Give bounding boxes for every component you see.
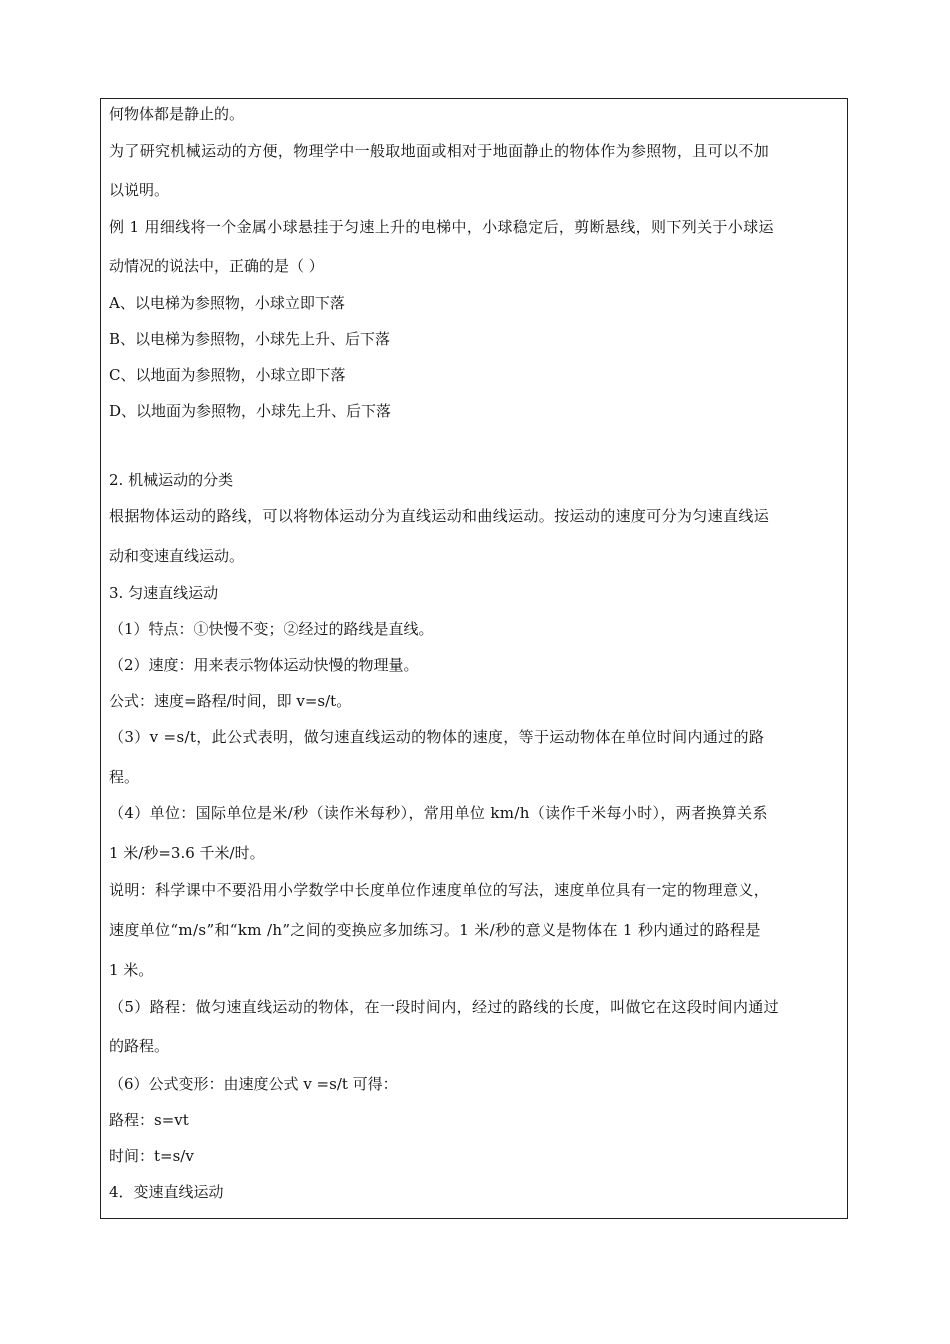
- option-a: A、以电梯为参照物，小球立即下落: [109, 294, 345, 312]
- formula-line: 时间：t=s/v: [109, 1147, 194, 1165]
- text-line: 1 米/秒=3.6 千米/时。: [109, 844, 265, 862]
- text-line: 根据物体运动的路线，可以将物体运动分为直线运动和曲线运动。按运动的速度可分为匀速直线运: [109, 507, 770, 525]
- text-line: 速度单位“m/s”和“km /h”之间的变换应多加练习。1 米/秒的意义是物体在 1 秒内通过的路程是: [109, 921, 761, 939]
- text-line: 以说明。: [109, 181, 170, 199]
- text-line: 程。: [109, 768, 140, 786]
- text-line: （4）单位：国际单位是米/秒（读作米每秒），常用单位 km/h（读作千米每小时），两者换算关系: [109, 804, 768, 822]
- text-line: 1 米。: [109, 961, 154, 979]
- section-heading: 3. 匀速直线运动: [109, 584, 219, 602]
- text-line: （1）特点：①快慢不变；②经过的路线是直线。: [109, 620, 434, 638]
- text-line: 说明：科学课中不要沿用小学数学中长度单位作速度单位的写法，速度单位具有一定的物理意义，: [109, 881, 770, 899]
- text-line: 为了研究机械运动的方便，物理学中一般取地面或相对于地面静止的物体作为参照物，且可以不加: [109, 142, 770, 160]
- formula-line: 路程：s=vt: [109, 1111, 189, 1129]
- example-question: 例 1 用细线将一个金属小球悬挂于匀速上升的电梯中，小球稳定后，剪断悬线，则下列关于小球运: [109, 218, 774, 236]
- option-d: D、以地面为参照物，小球先上升、后下落: [109, 402, 392, 420]
- text-line: 何物体都是静止的。: [109, 105, 245, 123]
- text-line: 的路程。: [109, 1037, 170, 1055]
- section-heading: 4．变速直线运动: [109, 1183, 224, 1201]
- section-heading: 2. 机械运动的分类: [109, 471, 234, 489]
- text-line: （2）速度：用来表示物体运动快慢的物理量。: [109, 656, 419, 674]
- option-c: C、以地面为参照物，小球立即下落: [109, 366, 346, 384]
- text-line: 动和变速直线运动。: [109, 547, 245, 565]
- text-line: （5）路程：做匀速直线运动的物体，在一段时间内，经过的路线的长度，叫做它在这段时间内通过: [109, 998, 779, 1016]
- option-b: B、以电梯为参照物，小球先上升、后下落: [109, 330, 391, 348]
- formula-line: 公式：速度=路程/时间，即 v=s/t。: [109, 692, 352, 710]
- text-line: （3）v =s/t，此公式表明，做匀速直线运动的物体的速度，等于运动物体在单位时间内通过的路: [109, 728, 765, 746]
- text-line: （6）公式变形：由速度公式 v =s/t 可得：: [109, 1075, 398, 1093]
- example-question: 动情况的说法中，正确的是（ ）: [109, 257, 324, 275]
